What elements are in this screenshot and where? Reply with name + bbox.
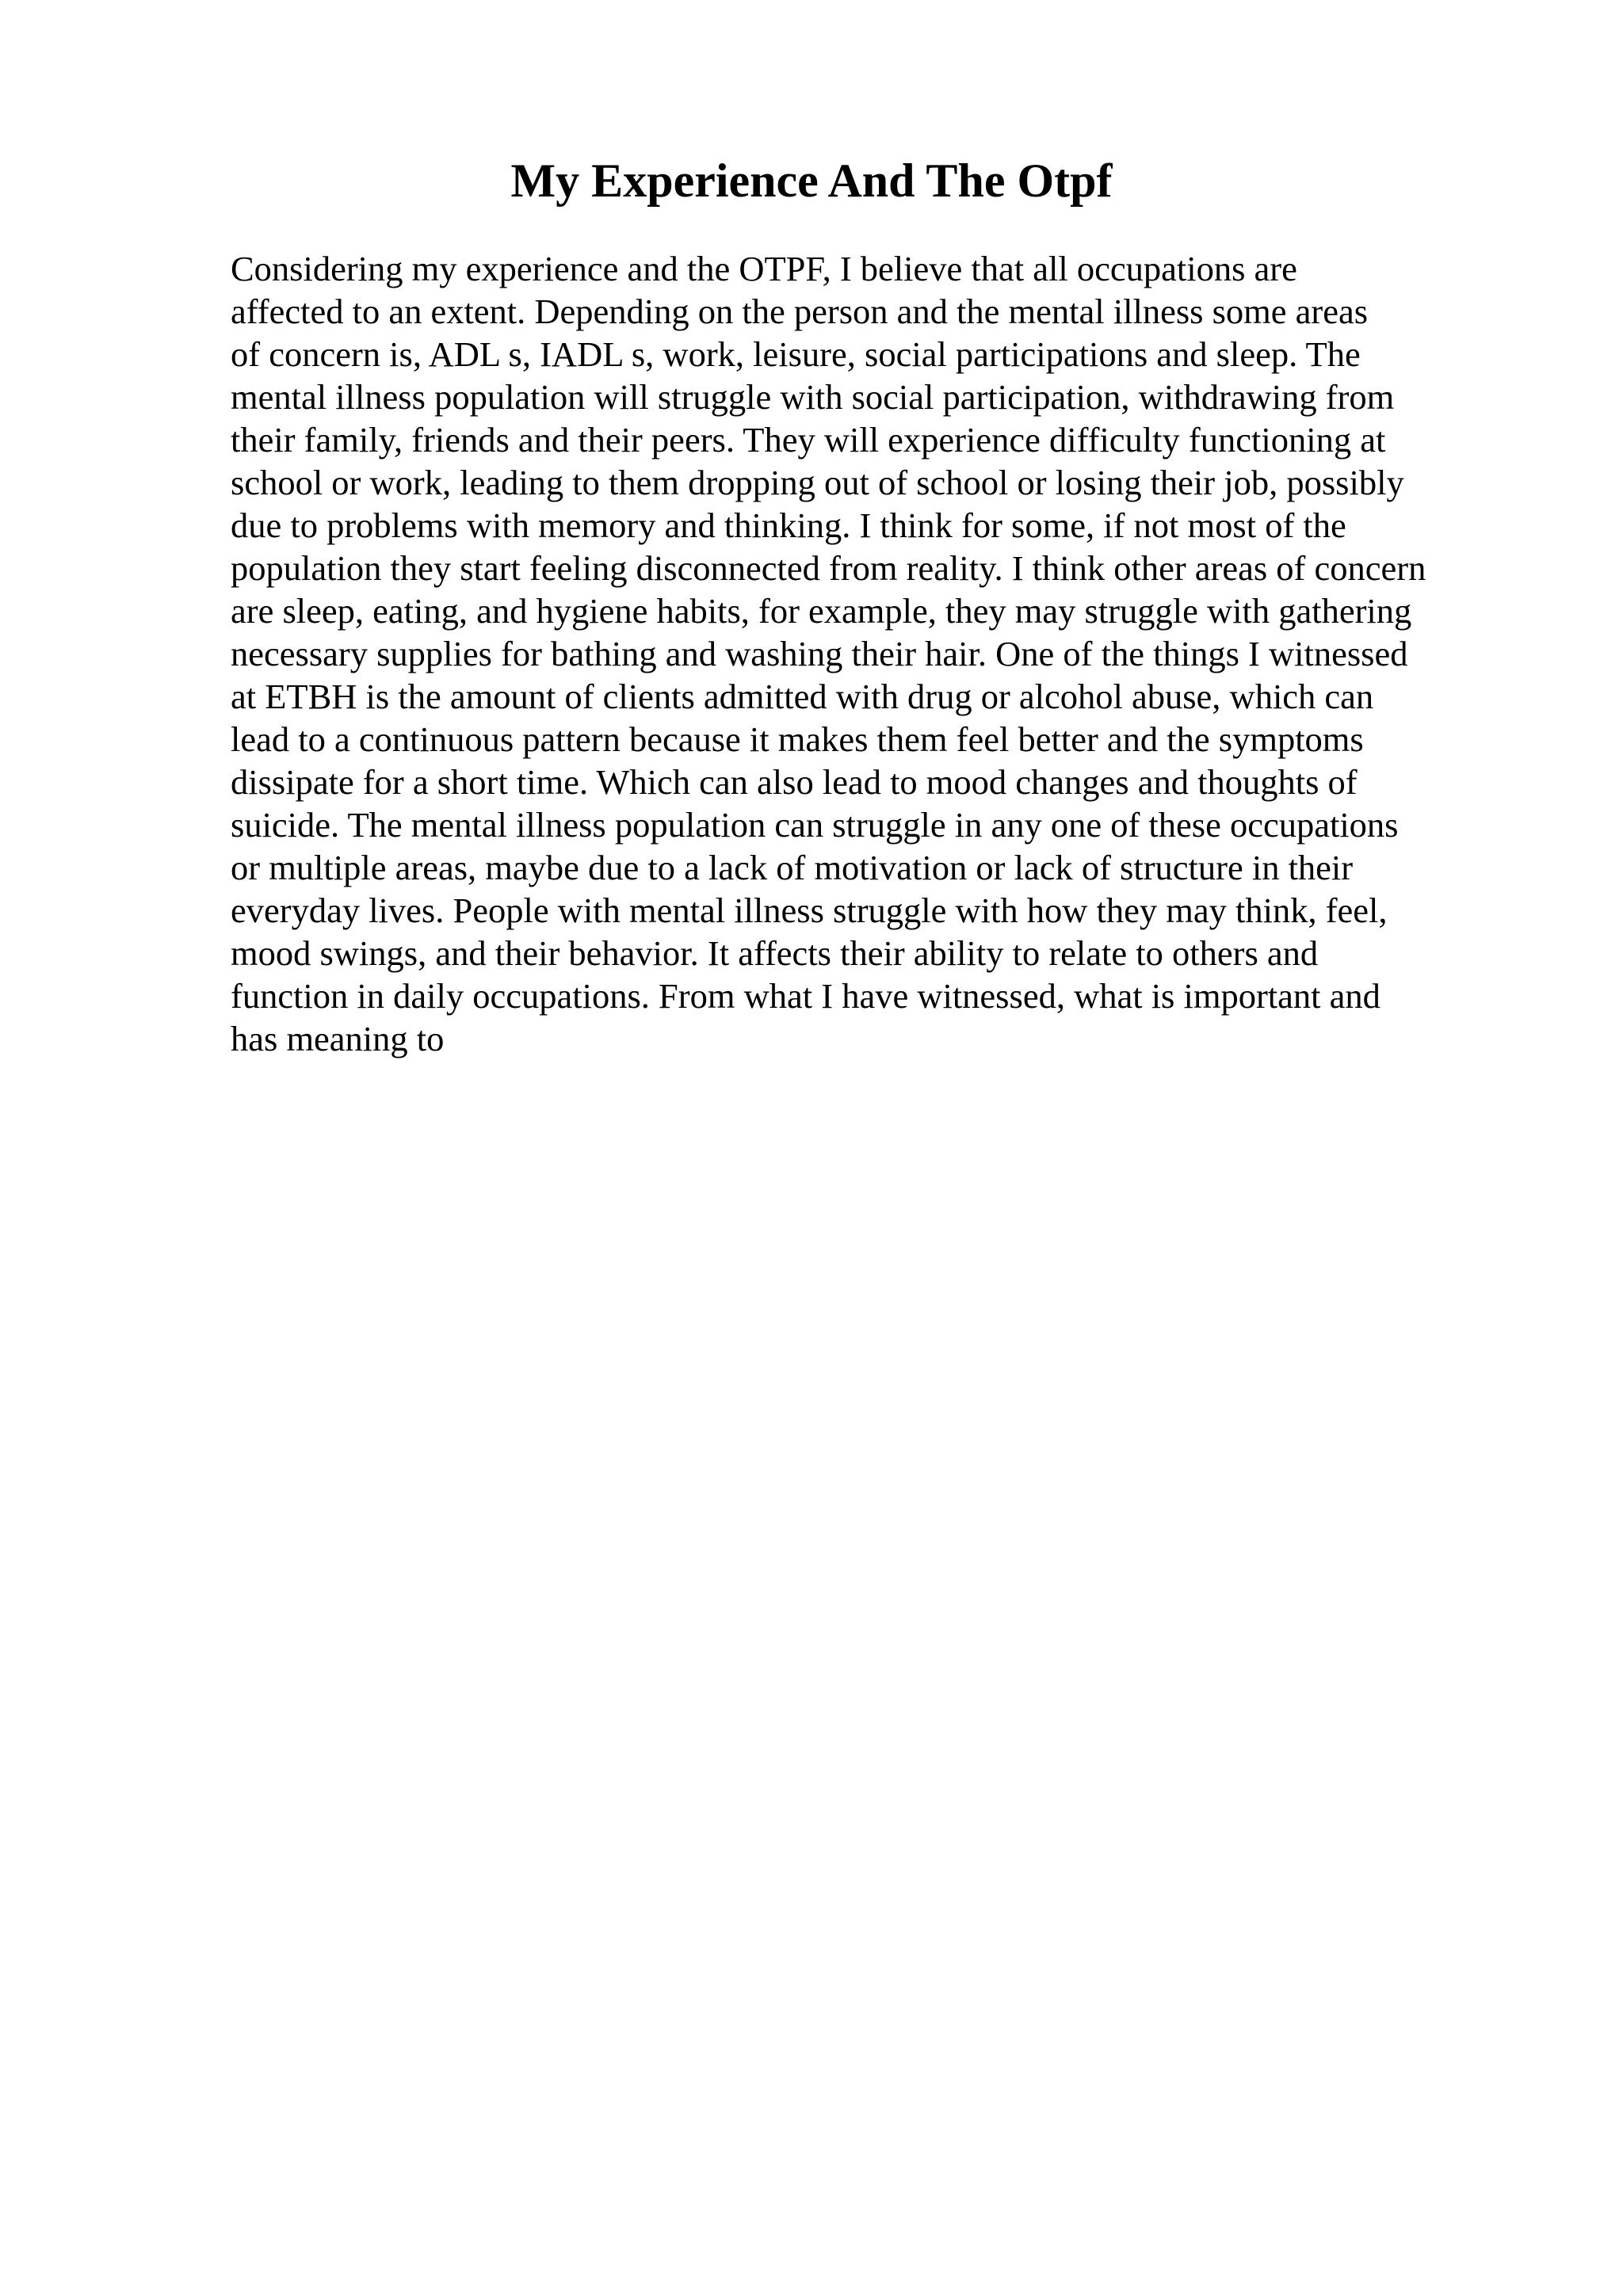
paragraph-line: at ETBH is the amount of clients admitted with drug or alcohol abuse, which can — [231, 677, 1374, 716]
paragraph-line: or multiple areas, maybe due to a lack of motivation or lack of structure in their — [231, 848, 1354, 887]
paragraph-line: lead to a continuous pattern because it makes them feel better and the symptoms — [231, 719, 1364, 759]
essay-paragraph — [231, 247, 1514, 1060]
paragraph-line: are sleep, eating, and hygiene habits, for example, they may struggle with gathering — [231, 591, 1412, 631]
paragraph-line: of concern is, ADL s, IADL s, work, leisure, social participations and sleep. The — [231, 334, 1361, 374]
paragraph-line: school or work, leading to them dropping out of school or losing their job, possibly — [231, 463, 1404, 502]
paragraph-line: function in daily occupations. From what I have witnessed, what is important and — [231, 976, 1381, 1016]
paragraph-line: Considering my experience and the OTPF, I believe that all occupations are — [231, 249, 1297, 288]
paragraph-line: necessary supplies for bathing and washing their hair. One of the things I witnessed — [231, 634, 1408, 673]
paragraph-line: has meaning to — [231, 1019, 445, 1058]
paragraph-line: their family, friends and their peers. They will experience difficulty functioning at — [231, 420, 1386, 460]
paragraph-line: dissipate for a short time. Which can also lead to mood changes and thoughts of — [231, 762, 1358, 802]
paragraph-line: due to problems with memory and thinking. I think for some, if not most of the — [231, 505, 1346, 545]
paragraph-line: mood swings, and their behavior. It affects their ability to relate to others and — [231, 933, 1319, 973]
paragraph-line: everyday lives. People with mental illness struggle with how they may think, feel, — [231, 891, 1388, 930]
paragraph-line: population they start feeling disconnected from reality. I think other areas of concern — [231, 548, 1426, 588]
paragraph-line: suicide. The mental illness population can struggle in any one of these occupations — [231, 805, 1399, 845]
document-title: My Experience And The Otpf — [510, 154, 1113, 207]
paragraph-line: affected to an extent. Depending on the person and the mental illness some areas — [231, 292, 1369, 331]
paragraph-line: mental illness population will struggle with social participation, withdrawing from — [231, 377, 1395, 417]
